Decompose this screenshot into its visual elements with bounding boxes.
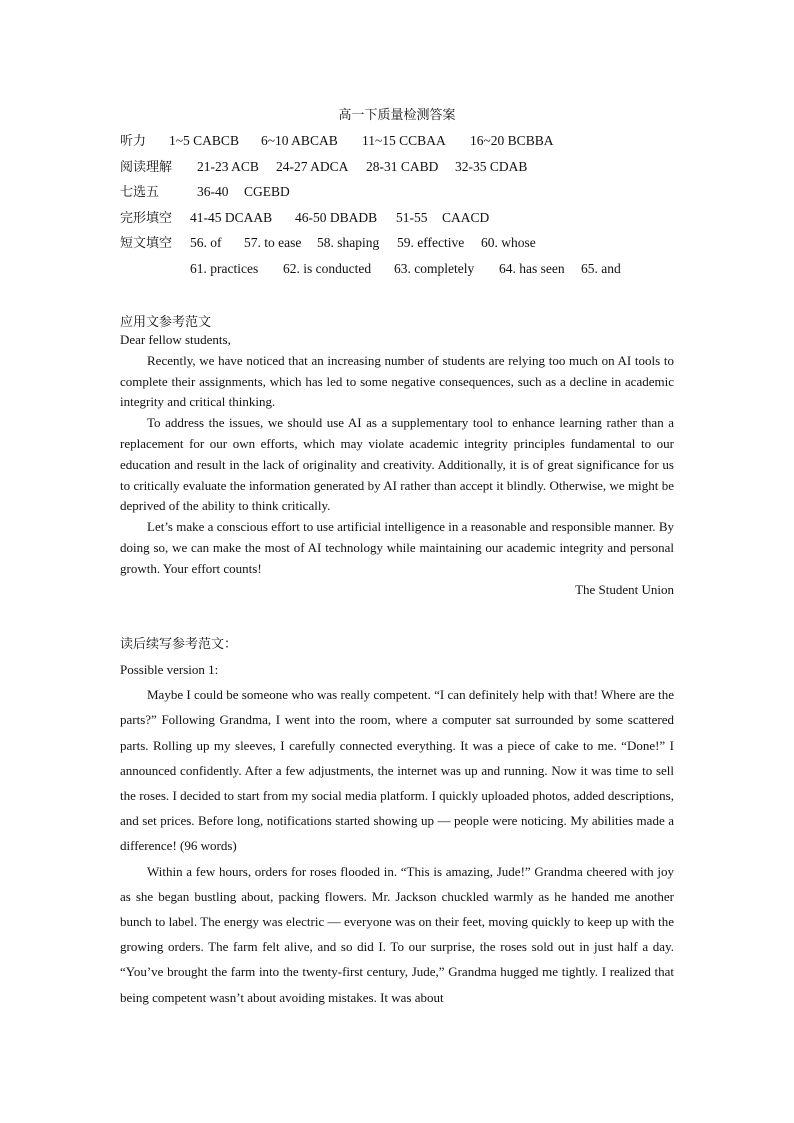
answer-item: 63. completely: [394, 260, 475, 276]
answer-key: [120, 131, 621, 284]
essay-paragraph: Within a few hours, orders for roses flooded in. “This is amazing, Jude!” Grandma cheered with joy as she began bustling about, packing flowers. Mr. Jackson chuckled warmly as he handed me another bunch to label. The energy was electric — everyone was on their feet, moving quickly to keep up with the growing orders. The farm felt alive, and so did I. To our surprise, the roses sold out in just half a day. “You’ve brought the farm into the twenty-first century, Jude,” Grandma hugged me tightly. I realized that being competent wasn’t about avoiding mistakes. It was about: [120, 863, 674, 1005]
answer-row-label: 短文填空: [120, 236, 173, 251]
letter-signature: The Student Union: [575, 581, 674, 597]
answer-item: 24-27 ADCA: [276, 158, 349, 174]
answer-item: CGEBD: [244, 184, 290, 199]
answer-item: 57. to ease: [244, 235, 302, 250]
answer-row-label: 七选五: [120, 185, 160, 200]
answer-row-cloze: [120, 208, 621, 234]
letter-salutation: Dear fellow students,: [120, 332, 231, 347]
answer-item: 36-40: [197, 184, 229, 199]
answer-item: 56. of: [190, 235, 222, 250]
letter-heading: 应用文参考范文: [120, 315, 212, 330]
answer-item: 11~15 CCBAA: [362, 133, 446, 148]
answer-row-seven-choose-five: [120, 182, 621, 208]
answer-item: 21-23 ACB: [197, 158, 259, 174]
answer-row-gap-filling: [120, 233, 621, 259]
answer-row-label: 阅读理解: [120, 159, 173, 175]
answer-item: 28-31 CABD: [366, 158, 439, 174]
version-label: Possible version 1:: [120, 662, 219, 677]
answer-item: 6~10 ABCAB: [261, 133, 338, 148]
answer-item: 61. practices: [190, 260, 259, 276]
answer-item: 64. has seen: [499, 260, 565, 276]
answer-row-reading: [120, 157, 621, 183]
answer-row-label: 听力: [120, 134, 147, 149]
answer-item: 32-35 CDAB: [455, 158, 528, 174]
answer-item: 41-45 DCAAB: [190, 209, 273, 225]
document-title: 高一下质量检测答案: [338, 108, 456, 123]
continuation-heading: 读后续写参考范文：: [120, 637, 238, 652]
answer-item: 16~20 BCBBA: [470, 133, 554, 148]
answer-row-listening: [120, 131, 621, 157]
letter-paragraph: Recently, we have noticed that an increasing number of students are relying too much on AI tools to complete their assignments, which has led to some negative consequences, such as a decline in academic integrity and critical thinking.: [120, 352, 674, 410]
answer-row-gap-filling-continued: [120, 259, 621, 285]
answer-row-label: 完形填空: [120, 210, 173, 226]
answer-item: 1~5 CABCB: [169, 133, 239, 148]
essay-paragraph: Maybe I could be someone who was really competent. “I can definitely help with that! Where are the parts?” Following Grandma, I went into the room, where a computer sat surrounded by some scattered parts. Rolling up my sleeves, I carefully connected everything. It was a piece of cake to me. “Done!” I announced confidently. After a few adjustments, the internet was up and running. Now it was time to sell the roses. I decided to start from my social media platform. I quickly uploaded photos, added descriptions, and set prices. Before long, notifications started showing up — people were noticing. My abilities made a difference! (96 words): [120, 687, 674, 854]
model-letter: [120, 330, 674, 600]
continuation-essay: [120, 657, 674, 1010]
answer-item: CAACD: [442, 209, 490, 225]
letter-paragraph: Let’s make a conscious effort to use artificial intelligence in a reasonable and responsible manner. By doing so, we can make the most of AI technology while maintaining our academic integrity and personal growth. Your effort counts!: [120, 519, 674, 576]
answer-item: 62. is conducted: [283, 260, 372, 276]
answer-item: 46-50 DBADB: [295, 209, 378, 225]
answer-item: 60. whose: [481, 235, 536, 250]
answer-item: 58. shaping: [317, 235, 380, 250]
answer-item: 51-55: [396, 209, 428, 225]
letter-paragraph: To address the issues, we should use AI as a supplementary tool to enhance learning rather than a replacement for our own efforts, which may violate academic integrity principles fundamental to our education and result in the lack of originality and creativity. Additionally, it is of great significance for us to critically evaluate the information generated by AI rather than accept it blindly. Otherwise, we might be deprived of the ability to think critically.: [120, 415, 674, 514]
answer-item: 65. and: [581, 260, 621, 276]
answer-item: 59. effective: [397, 235, 465, 250]
